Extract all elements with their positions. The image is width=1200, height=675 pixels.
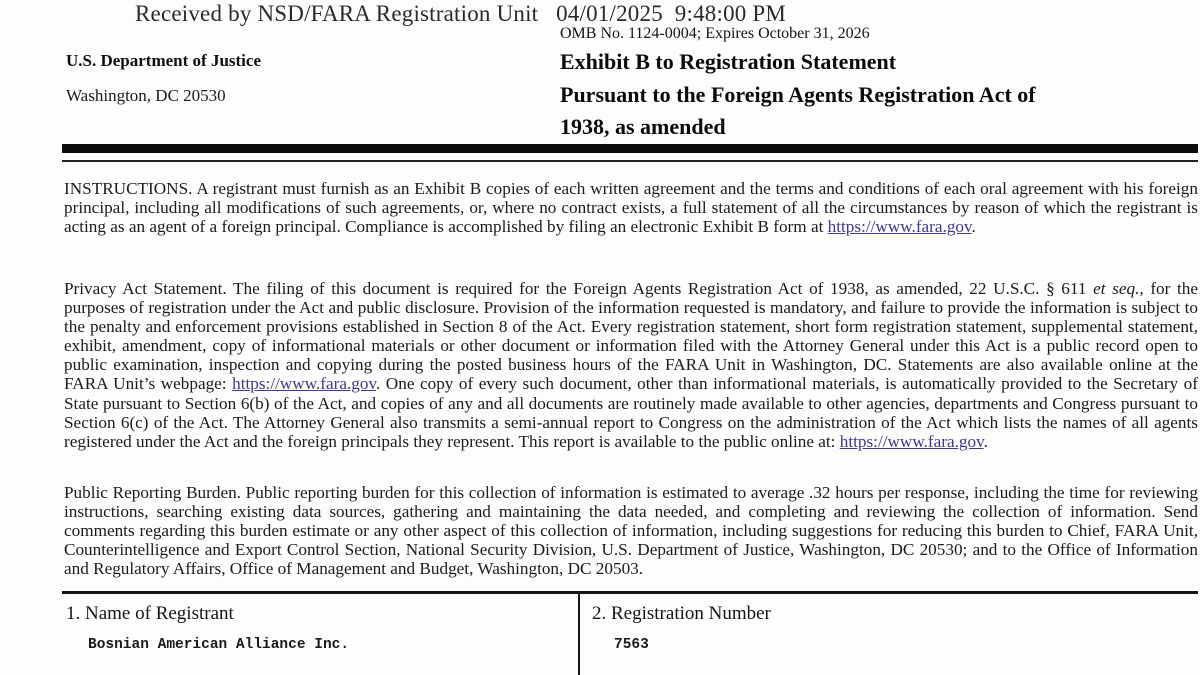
paragraph-text: Public Reporting Burden. Public reporting burden for this collection of information is estimated to average .32 hours per response, including the time for reviewing instructions, searching existing data sources, gathering and maintaining the data needed, and completing and reviewing the collection of information. Send comments regarding this burden estimate or any other aspect of this collection of information, including suggestions for reducing this burden to Chief, FARA Unit, Counterintelligence and Export Control Section, National Security Division, U.S. Department of Justice, Washington, DC 20530; and to the Office of Information and Regulatory Affairs, Office of Management and Budget, Washington, DC 20503.: [64, 483, 1198, 579]
field2-label: 2. Registration Number: [592, 603, 771, 624]
field1-label: 1. Name of Registrant: [66, 603, 234, 624]
document-title: [560, 46, 1160, 144]
paragraph-text: .: [971, 217, 976, 237]
paragraph-text: Privacy Act Statement. The filing of this document is required for the Foreign Agents Registration Act of 1938, as amended, 22 U.S.C. § 611: [64, 279, 1094, 298]
italic-text: et seq.,: [1093, 279, 1144, 298]
paragraph-text: for the purposes of registration under the Act and public disclosure. Provision of the information requested is mandatory, and failure to provide the information is subject to the penalty and enforcement provisions established in Section 8 of the Act. Every registration statement, short form registration statement, supplemental statement, exhibit, amendment, copy of informational materials or other document or information filed with the Attorney General under this Act is a public record open to public examination, inspection and copying during the posted business hours of the FARA Unit in Washington, DC. Statements are also available online at the FARA Unit’s webpage:: [64, 279, 1198, 394]
public-reporting-burden-paragraph: [64, 483, 1198, 578]
form-fields-row: [62, 591, 1198, 675]
privacy-act-paragraph: [64, 279, 1198, 451]
fara-gov-link[interactable]: https://www.fara.gov: [827, 217, 972, 237]
field-registration-number: [578, 594, 1198, 675]
paragraph-text: .: [983, 431, 988, 451]
field1-value[interactable]: Bosnian American Alliance Inc.: [88, 637, 350, 653]
field-name-of-registrant: [62, 594, 578, 675]
paragraph-text: . One copy of every such document, other than informational materials, is automatically provided to the Secretary of State pursuant to Section 6(b) of the Act, and copies of any and all documents are routinely made available to other agencies, departments and Congress pursuant to Section 6(c) of the Act. The Attorney General also transmits a semi-annual report to Congress on the administration of the Act which lists the names of all agents registered under the Act and the foreign principals they represent. This report is available to the public online at:: [64, 374, 1198, 451]
title-line-1: Exhibit B to Registration Statement: [560, 49, 897, 74]
department-name: U.S. Department of Justice: [66, 51, 261, 70]
fara-gov-link[interactable]: https://www.fara.gov: [232, 374, 376, 394]
header-divider-thick: [62, 144, 1198, 153]
field2-value[interactable]: 7563: [614, 637, 649, 653]
title-line-2: Pursuant to the Foreign Agents Registration Act of: [560, 81, 1036, 107]
received-stamp: Received by NSD/FARA Registration Unit 04/01/2025 9:48:00 PM: [135, 1, 787, 26]
paragraph-text: INSTRUCTIONS. A registrant must furnish as an Exhibit B copies of each written agreement and the terms and conditions of each oral agreement with his foreign principal, including all modifications of such agreements, or, where no contract exists, a full statement of all the circumstances by reason of which the registrant is acting as an agent of a foreign principal. Compliance is accomplished by filing an electronic Exhibit B form at: [64, 179, 1198, 237]
header-divider-thin: [62, 160, 1198, 162]
instructions-paragraph: [64, 179, 1198, 236]
fara-gov-link[interactable]: https://www.fara.gov: [839, 431, 984, 451]
department-address: Washington, DC 20530: [66, 86, 226, 105]
omb-number: OMB No. 1124-0004; Expires October 31, 2026: [560, 25, 870, 42]
title-line-3: 1938, as amended: [560, 114, 726, 139]
